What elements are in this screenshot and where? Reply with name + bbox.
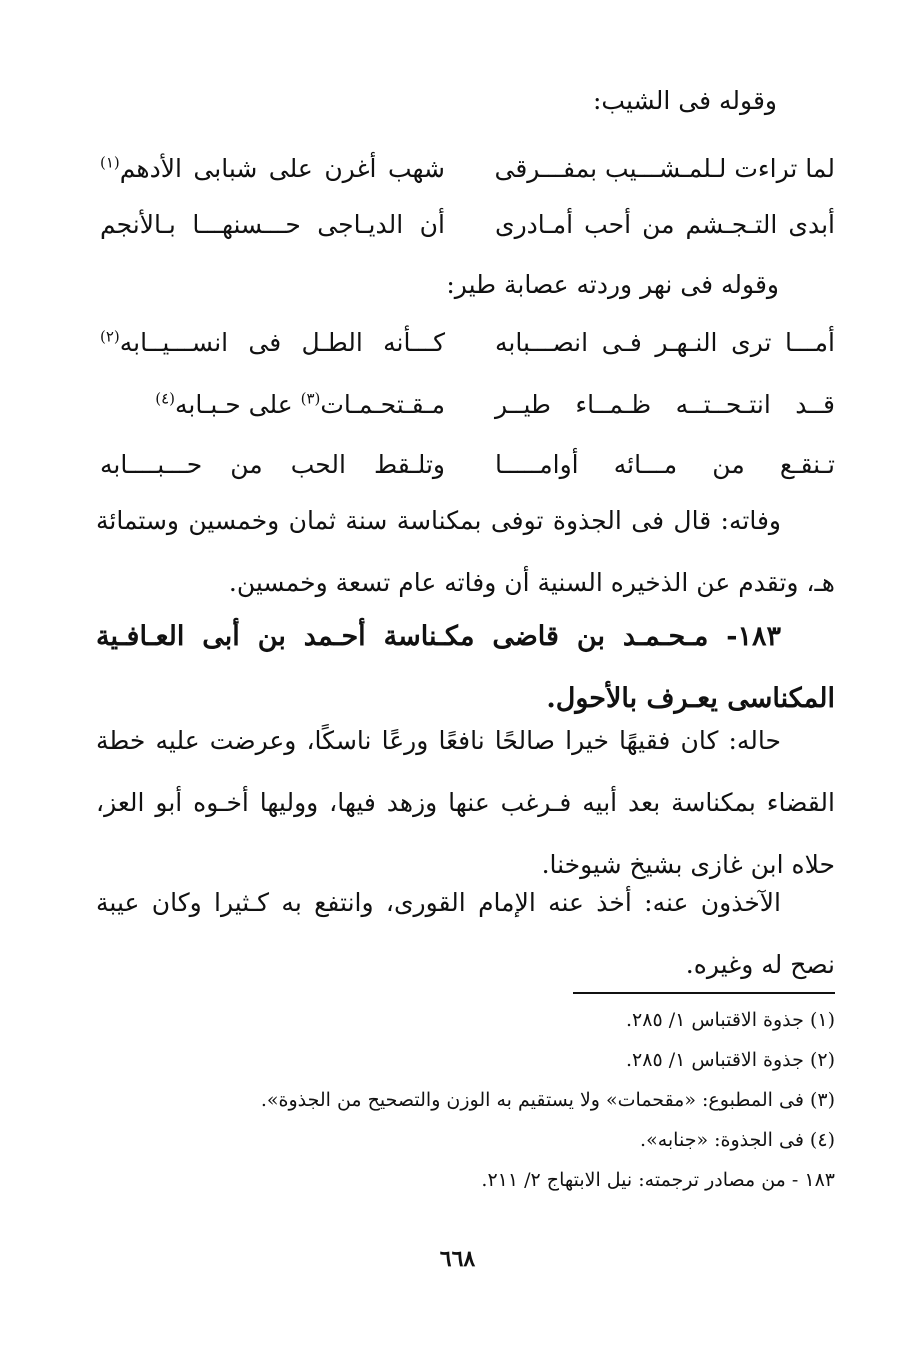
verse-hemistich-right: أبدى التـجـشم من أحب أمـادرى <box>495 210 835 239</box>
death-paragraph: وفاته: قال فى الجذوة توفى بمكناسة سنة ثمان وخمسين وستمائة هـ، وتقدم عن الذخيره السنية أن وفاته عام تسعة وخمسين. <box>96 506 835 597</box>
footnote-marker: (٣) <box>300 389 321 408</box>
students-paragraph: الآخذون عنه: أخذ عنه الإمام القورى، وانتفع به كـثيرا وكان عيبة نصح له وغيره. <box>96 888 835 979</box>
verse-hemistich-left <box>100 152 445 186</box>
verse-hemistich-right: تـنقـع من مـــائه أوامـــــا <box>495 450 835 479</box>
verse-hemistich-right: لما تراءت لـلمـشـــيب بمفـــرقى <box>494 154 835 183</box>
footnote-marker: (٤) <box>155 389 176 408</box>
footnote: (٢) جذوة الاقتباس ١/ ٢٨٥. <box>625 1049 835 1071</box>
intro-nahr: وقوله فى نهر وردته عصابة طير: <box>446 270 779 299</box>
verse-hemistich-right: أمـــا ترى النـهـر فـى انصـــبابه <box>495 328 835 357</box>
intro-shayb: وقوله فى الشيب: <box>592 86 777 115</box>
entry-heading: ١٨٣- مـحـمـد بن قاضى مكـناسة أحـمد بن أبى العـافـية المكناسى يعـرف بالأحول. <box>96 621 835 714</box>
verse-hemistich-left <box>100 326 445 360</box>
footnote: (٣) فى المطبوع: «مقحمات» ولا يستقيم به الوزن والتصحيح من الجذوة». <box>260 1089 835 1111</box>
verse-text: كـــأنه الطـل فى انســـيــابه <box>119 328 445 357</box>
verse-hemistich-right: قــد انتـحــتــه ظـمــاء طيــر <box>495 390 835 419</box>
verse-hemistich-left: وتلـقط الحب من حـــبــــابه <box>100 450 445 479</box>
footnote-marker: (٢) <box>100 327 120 346</box>
biography-paragraph: حاله: كان فقيهًا خيرا صالحًا نافعًا ورعًا ناسكًا، وعرضت عليه خطة القضاء بمكناسة بعد أبيه فـرغب عنها وزهد فيها، ووليها أخـوه أبو العز، حلاه ابن غازى بشيخ شيوخنا. <box>96 726 835 879</box>
verse-text: على حـبـابه <box>175 390 301 419</box>
verse-hemistich-left: أن الديـاجى حـــسنهـــا بـالأنجم <box>100 210 445 239</box>
footnote-divider <box>573 992 835 994</box>
footnote-marker: (١) <box>100 153 120 172</box>
page-number: ٦٦٨ <box>439 1246 476 1272</box>
verse-text: شهب أغرن على شبابى الأدهم <box>119 154 445 183</box>
footnote: ١٨٣ - من مصادر ترجمته: نيل الابتهاج ٢/ ٢١١. <box>481 1169 835 1191</box>
footnote: (١) جذوة الاقتباس ١/ ٢٨٥. <box>625 1009 835 1031</box>
verse-hemistich-left <box>100 388 445 422</box>
footnote: (٤) فى الجذوة: «جنابه». <box>640 1129 835 1151</box>
verse-text: مـقـتحـمـات <box>320 390 445 419</box>
